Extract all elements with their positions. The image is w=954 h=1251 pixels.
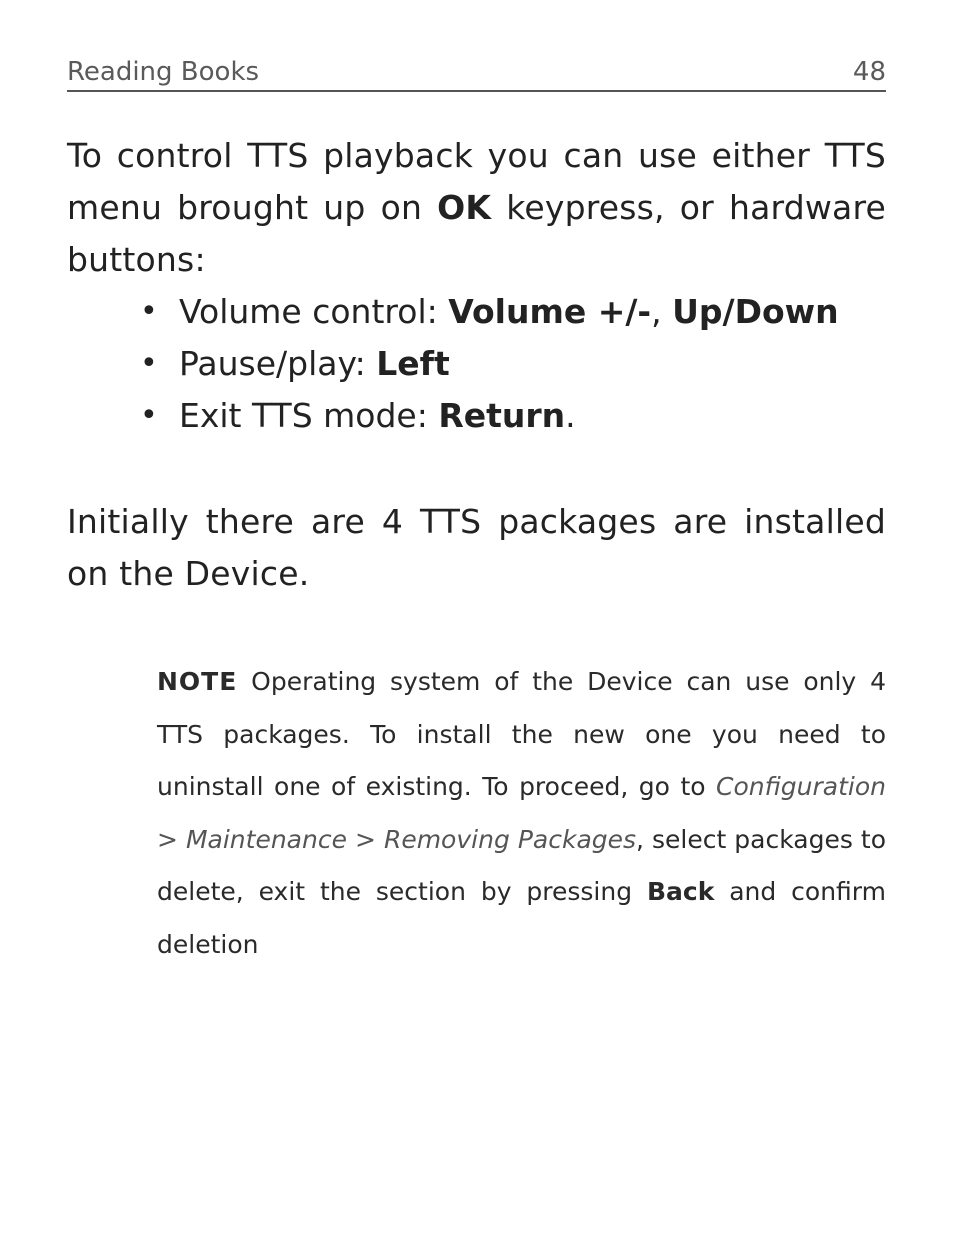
list-item-label: Volume control:: [179, 292, 449, 331]
page-header: [67, 56, 886, 92]
bullet-icon: •: [140, 346, 158, 381]
list-item-text: [179, 286, 839, 338]
path-separator: >: [157, 824, 186, 854]
list-item: [67, 286, 886, 338]
list-item-text: [179, 338, 450, 390]
volume-key: Volume +/-: [448, 292, 652, 331]
packages-paragraph: Initially there are 4 TTS packages are installed on the Device.: [67, 502, 886, 593]
list-item-end: .: [565, 396, 576, 435]
intro-text: To control TTS playback you can use either TTS menu brought up on: [67, 136, 886, 227]
list-item-label: Pause/play:: [179, 344, 377, 383]
ok-key: OK: [437, 188, 492, 227]
path-configuration: Configuration: [716, 772, 886, 801]
bullet-icon: •: [140, 294, 158, 329]
up-down-key: Up/Down: [672, 292, 839, 331]
return-key: Return: [438, 396, 566, 435]
list-item-text: [179, 390, 576, 442]
path-separator: >: [346, 824, 384, 854]
path-maintenance: Maintenance: [185, 824, 347, 854]
section-title: Reading Books: [67, 57, 260, 87]
list-item: [67, 390, 886, 442]
note-text: , select packages to delete, exit the section by pressing: [157, 824, 886, 906]
intro-paragraph: [67, 130, 886, 286]
back-key: Back: [646, 877, 715, 906]
list-item-separator: ,: [651, 292, 673, 331]
note-block: [157, 656, 886, 971]
list-item-label: Exit TTS mode:: [179, 396, 439, 435]
path-removing-packages: Removing Packages: [383, 824, 637, 854]
list-item: [67, 338, 886, 390]
note-text: Operating system of the Device can use only 4 TTS packages. To install the new one you need to uninstall one of existing. To proceed, go to: [157, 667, 886, 801]
note-label: NOTE: [157, 667, 238, 696]
hardware-buttons-list: [67, 286, 886, 442]
note-text: and confirm deletion: [157, 877, 886, 959]
intro-text-end: keypress, or hardware buttons:: [67, 188, 887, 279]
left-key: Left: [376, 344, 450, 383]
bullet-icon: •: [140, 398, 158, 433]
page-number: 48: [852, 57, 886, 87]
